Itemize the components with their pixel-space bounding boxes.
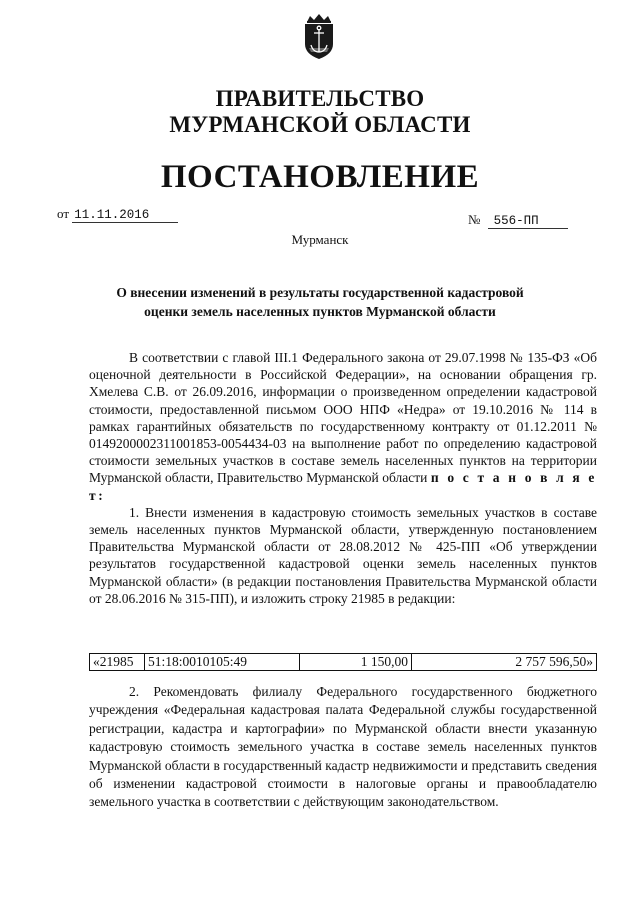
date-value: 11.11.2016	[72, 209, 178, 223]
preamble-paragraph	[89, 349, 597, 504]
date-prefix: от	[57, 206, 70, 221]
body-text-continued	[89, 683, 597, 812]
item1-paragraph: 1. Внести изменения в кадастровую стоимость земельных участков в составе земель населенных пунктов Мурманской области, утвержденную постановлением Правительства Мурманской области от 28.08.2012 № 425-ПП «Об утверждении результатов государственной кадастровой оценки земель населенных пунктов Мурманской области» (в редакции постановления Правительства Мурманской области от 28.06.2016 № 315-ПП), и изложить строку 21985 в редакции:	[89, 504, 597, 606]
number-value: 556-ПП	[488, 215, 568, 229]
body-text	[89, 349, 597, 607]
subject-heading	[95, 283, 545, 321]
subject-line1: О внесении изменений в результаты государственной кадастровой	[116, 285, 524, 300]
date-line	[57, 205, 178, 223]
preamble-text: В соответствии с главой III.1 Федерального закона от 29.07.1998 № 135-ФЗ «Об оценочной деятельности в Российской Федерации», на основании обращения гр. Хмелева С.В. от 26.09.2016, информации о произведенном определении кадастровой стоимости, предоставленной письмом ООО НПФ «Недра» от 19.10.2016 № 114 в рамках гарантийных обязательств по государственному контракту от 01.12.2011 № 0149200002311001853-0054434-03 на выполнение работ по определению кадастровой стоимости земельных участков в составе земель населенных пунктов на территории Мурманской области, Правительство Мурманской области	[89, 350, 597, 486]
document-type: ПОСТАНОВЛЕНИЕ	[160, 159, 480, 195]
government-title	[0, 86, 640, 138]
cadastral-table	[89, 653, 597, 671]
table-cell-cadastral-value: 2 757 596,50»	[412, 654, 597, 671]
item2-paragraph: 2. Рекомендовать филиалу Федерального государственного бюджетного учреждения «Федеральная кадастровая палата Федеральной службы государственной регистрации, кадастра и картографии» по Мурманской области внести указанную кадастровую стоимость земельного участка в составе земель населенных пунктов Мурманской области в государственный кадастр недвижимости и представить сведения об изменении кадастровой стоимости в налоговые органы и правообладателю земельного участка в соответствии с действующим законодательством.	[89, 684, 597, 810]
table-row	[90, 654, 597, 671]
table-cell-specific-value: 1 150,00	[300, 654, 412, 671]
subject-line2: оценки земель населенных пунктов Мурманской области	[144, 304, 496, 319]
government-title-line1: ПРАВИТЕЛЬСТВО	[215, 86, 425, 111]
number-prefix: №	[468, 212, 481, 227]
table-cell-cadastral-number: 51:18:0010105:49	[145, 654, 300, 671]
city: Мурманск	[291, 232, 349, 247]
number-line	[468, 211, 568, 229]
government-title-line2: МУРМАНСКОЙ ОБЛАСТИ	[169, 112, 471, 137]
murmansk-coat-of-arms-icon	[300, 12, 338, 60]
table-cell-row-number: «21985	[90, 654, 145, 671]
decree-word: п о с т а н о в л я е т:	[89, 470, 597, 503]
